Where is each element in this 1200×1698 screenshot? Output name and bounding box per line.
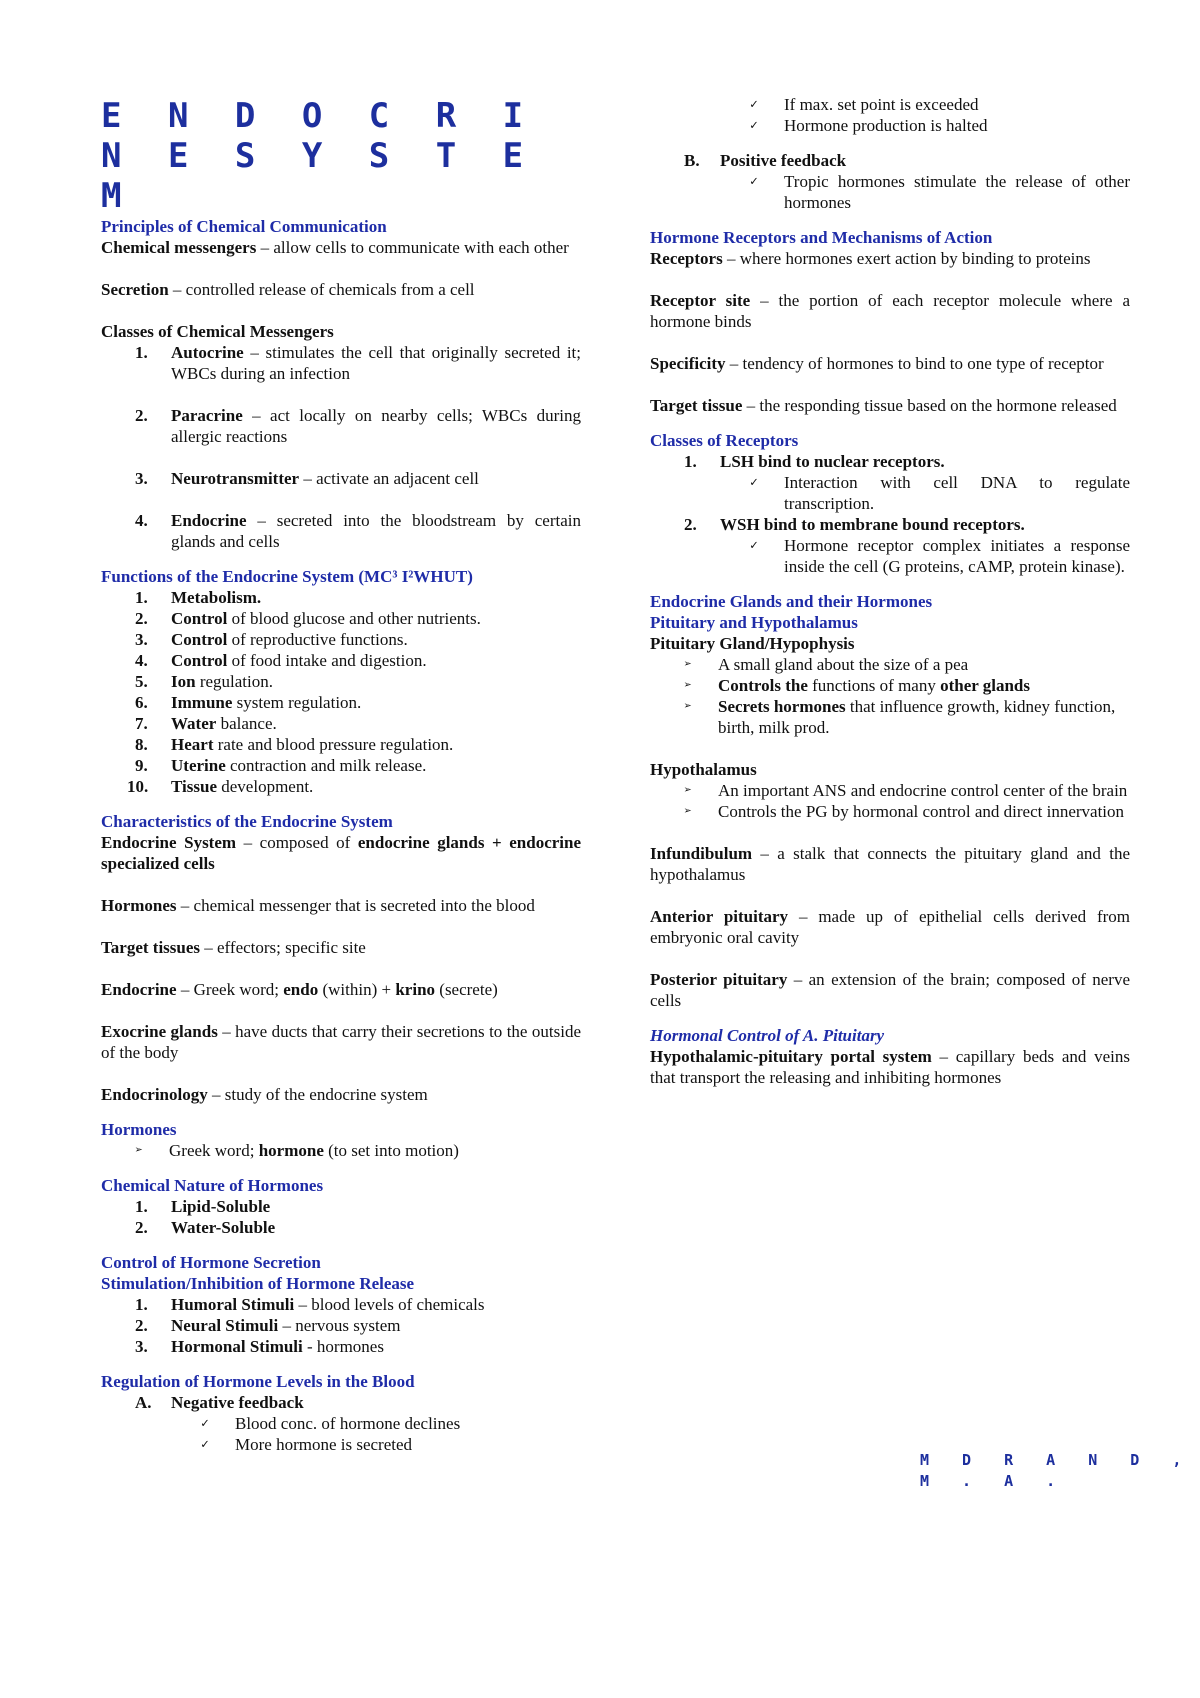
list-item: 4. Endocrine – secreted into the bloodstream by certain glands and cells — [135, 511, 581, 551]
check-bullet-icon: ✓ — [750, 118, 758, 133]
arrow-bullet-icon: ➢ — [684, 783, 692, 798]
list-item: ✓ Blood conc. of hormone declines — [201, 1414, 461, 1433]
list-item: 4. Control of food intake and digestion. — [135, 651, 427, 670]
heading-characteristics: Characteristics of the Endocrine System — [101, 812, 393, 831]
heading-pituitary-gland: Pituitary Gland/Hypophysis — [650, 634, 855, 653]
heading-hormones: Hormones — [101, 1120, 177, 1139]
def-receptors: Receptors – where hormones exert action by binding to proteins — [650, 249, 1091, 268]
list-item: 2. Paracrine – act locally on nearby cells; WBCs during allergic reactions — [135, 406, 581, 446]
heading-hormonal-control: Hormonal Control of A. Pituitary — [650, 1026, 885, 1045]
list-item: 1. Autocrine – stimulates the cell that originally secreted it; WBCs during an infection — [135, 343, 581, 383]
heading-regulation: Regulation of Hormone Levels in the Blood — [101, 1372, 415, 1391]
list-item: 3. Control of reproductive functions. — [135, 630, 408, 649]
check-bullet-icon: ✓ — [750, 174, 758, 189]
list-item: 8. Heart rate and blood pressure regulation. — [135, 735, 454, 754]
check-bullet-icon: ✓ — [750, 538, 758, 553]
check-bullet-icon: ✓ — [201, 1416, 209, 1431]
list-item: 2. WSH bind to membrane bound receptors. — [684, 515, 1025, 534]
list-item: ➢ Controls the PG by hormonal control and direct innervation — [684, 802, 1125, 821]
heading-classes-receptors: Classes of Receptors — [650, 431, 799, 450]
heading-control-secretion: Control of Hormone Secretion — [101, 1253, 321, 1272]
arrow-bullet-icon: ➢ — [135, 1143, 143, 1158]
arrow-bullet-icon: ➢ — [684, 699, 692, 714]
heading-hypothalamus: Hypothalamus — [650, 760, 757, 779]
def-endocrine-system: Endocrine System – composed of endocrine glands + endocrine specialized cells — [101, 833, 582, 873]
list-item: 1. Metabolism. — [135, 588, 262, 607]
list-item: ➢ Controls the functions of many other glands — [684, 676, 1030, 695]
def-target-tissues: Target tissues – effectors; specific site — [101, 938, 366, 957]
list-item: 2. Water-Soluble — [135, 1218, 276, 1237]
list-item: 5. Ion regulation. — [135, 672, 273, 691]
list-item: ✓ Tropic hormones stimulate the release of other hormones — [750, 172, 1130, 212]
def-endocrine: Endocrine – Greek word; endo (within) + krino (secrete) — [101, 980, 498, 999]
list-item: 1. Lipid-Soluble — [135, 1197, 271, 1216]
heading-receptors: Hormone Receptors and Mechanisms of Action — [650, 228, 993, 247]
def-specificity: Specificity – tendency of hormones to bind to one type of receptor — [650, 354, 1104, 373]
arrow-bullet-icon: ➢ — [684, 678, 692, 693]
list-item: 10. Tissue development. — [127, 777, 314, 796]
check-bullet-icon: ✓ — [750, 475, 758, 490]
list-functions — [101, 587, 581, 797]
positive-feedback-item: B. Positive feedback — [684, 151, 847, 170]
list-item: ✓ Hormone production is halted — [750, 116, 988, 135]
def-portal-system: Hypothalamic-pituitary portal system – capillary beds and veins that transport the releasing and inhibiting hormones — [650, 1047, 1130, 1087]
list-item: ✓ Hormone receptor complex initiates a response inside the cell (G proteins, cAMP, protein kinase). — [750, 536, 1130, 576]
document-title: E N D O C R I N E S Y S T E M — [101, 96, 537, 216]
list-stimuli — [101, 1294, 581, 1357]
list-item: 1. Humoral Stimuli – blood levels of chemicals — [135, 1295, 485, 1314]
list-item: 1. LSH bind to nuclear receptors. — [684, 452, 945, 471]
heading-principles: Principles of Chemical Communication — [101, 217, 387, 236]
left-column — [101, 96, 581, 1455]
list-item: ✓ If max. set point is exceeded — [750, 95, 979, 114]
heading-pituitary-hypothalamus: Pituitary and Hypothalamus — [650, 613, 858, 632]
def-hormones: Hormones – chemical messenger that is secreted into the blood — [101, 896, 535, 915]
arrow-bullet-icon: ➢ — [684, 657, 692, 672]
list-item: ✓ Interaction with cell DNA to regulate transcription. — [750, 473, 1130, 513]
def-target-tissue: Target tissue – the responding tissue based on the hormone released — [650, 396, 1117, 415]
def-endocrinology: Endocrinology – study of the endocrine system — [101, 1085, 428, 1104]
heading-classes-messengers: Classes of Chemical Messengers — [101, 322, 334, 341]
def-posterior-pituitary: Posterior pituitary – an extension of the brain; composed of nerve cells — [650, 970, 1131, 1010]
def-infundibulum: Infundibulum – a stalk that connects the pituitary gland and the hypothalamus — [650, 844, 1130, 884]
list-item: ➢ A small gland about the size of a pea — [684, 655, 969, 674]
check-bullet-icon: ✓ — [750, 97, 758, 112]
heading-chemical-nature: Chemical Nature of Hormones — [101, 1176, 324, 1195]
negative-feedback-item: A. Negative feedback — [135, 1393, 304, 1412]
list-item: 2. Control of blood glucose and other nutrients. — [135, 609, 481, 628]
heading-glands: Endocrine Glands and their Hormones — [650, 592, 933, 611]
list-item: 3. Neurotransmitter – activate an adjacent cell — [135, 469, 479, 488]
def-chemical-messengers: Chemical messengers – allow cells to communicate with each other — [101, 238, 569, 257]
list-item: 7. Water balance. — [135, 714, 277, 733]
list-item: 6. Immune system regulation. — [135, 693, 362, 712]
check-bullet-icon: ✓ — [201, 1437, 209, 1452]
list-item: ➢ Secrets hormones that influence growth, kidney function, birth, milk prod. — [684, 697, 1116, 737]
heading-stimulation: Stimulation/Inhibition of Hormone Release — [101, 1274, 415, 1293]
list-chemical-nature — [101, 1196, 581, 1238]
list-item: 3. Hormonal Stimuli - hormones — [135, 1337, 384, 1356]
def-exocrine-glands: Exocrine glands – have ducts that carry their secretions to the outside of the body — [101, 1022, 581, 1062]
heading-functions: Functions of the Endocrine System (MC³ I²WHUT) — [101, 567, 473, 586]
list-item: ➢ An important ANS and endocrine control center of the brain — [684, 781, 1128, 800]
list-item: ➢ Greek word; hormone (to set into motion) — [135, 1141, 459, 1160]
def-receptor-site: Receptor site – the portion of each receptor molecule where a hormone binds — [650, 291, 1130, 331]
list-item: 2. Neural Stimuli – nervous system — [135, 1316, 401, 1335]
def-secretion: Secretion – controlled release of chemicals from a cell — [101, 280, 475, 299]
arrow-bullet-icon: ➢ — [684, 804, 692, 819]
list-classes-messengers — [101, 342, 581, 552]
def-anterior-pituitary: Anterior pituitary – made up of epithelial cells derived from embryonic oral cavity — [650, 907, 1131, 947]
list-item: 9. Uterine contraction and milk release. — [135, 756, 427, 775]
author-footer: M D R A N D , M . A . — [920, 1451, 1194, 1490]
right-column — [650, 94, 1130, 1088]
list-item: ✓ More hormone is secreted — [201, 1435, 413, 1454]
